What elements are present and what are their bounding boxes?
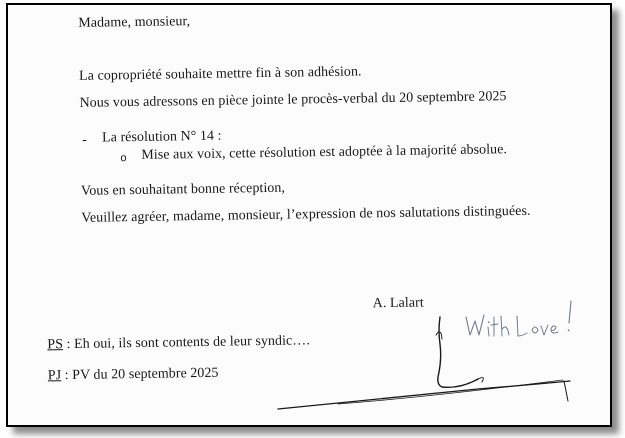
greeting: Madame, monsieur,: [78, 14, 191, 31]
signatory-name: A. Lalart: [372, 295, 424, 312]
document-frame: [6, 3, 612, 427]
resolution-text: Mise aux voix, cette résolution est adoptée à la majorité absolue.: [141, 142, 508, 163]
postscript-label: PS: [47, 337, 64, 353]
signature-strokes: [278, 317, 570, 409]
paragraph-termination: La copropriété souhaite mettre fin à son adhésion.: [79, 64, 362, 84]
list-dash: -: [82, 132, 87, 148]
paragraph-attachment: Nous vous adressons en pièce jointe le procès-verbal du 20 septembre 2025: [79, 89, 507, 111]
attachment-label: PJ: [47, 368, 62, 384]
postscript-text: : Eh oui, ils sont contents de leur syndic….: [62, 333, 310, 353]
closing-salutation: Veuillez agréer, madame, monsieur, l’expression de nos salutations distinguées.: [81, 203, 531, 226]
resolution-label: La résolution N° 14 :: [101, 128, 222, 146]
sub-bullet: o: [120, 152, 127, 165]
attachment-text: : PV du 20 septembre 2025: [61, 365, 219, 384]
handwritten-signature: [8, 5, 610, 425]
handwritten-note-with-love: [466, 301, 571, 336]
closing-wishes: Vous en souhaitant bonne réception,: [80, 180, 286, 199]
